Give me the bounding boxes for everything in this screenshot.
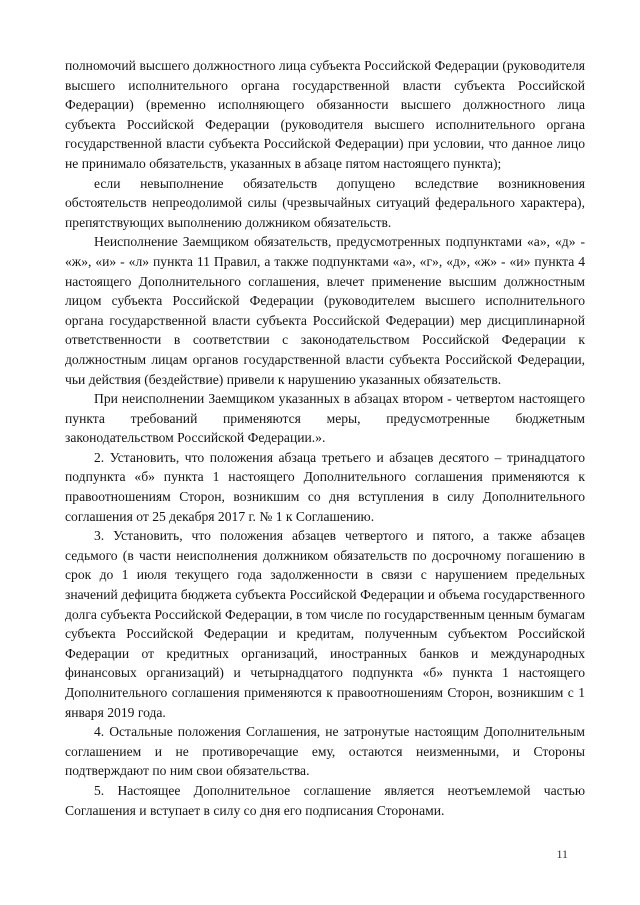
paragraph-item-4: 4. Остальные положения Соглашения, не затронутые настоящим Дополнительным соглашением и не противоречащие ему, остаются неизменными, и Стороны подтверждают по ним свои обязательства. (65, 724, 585, 779)
paragraph-budget-measures: При неисполнении Заемщиком указанных в абзацах втором - четвертом настоящего пункта требований применяются меры, предусмотренные бюджетным законодательством Российской Федерации.». (65, 391, 585, 446)
paragraph-item-3: 3. Установить, что положения абзацев четвертого и пятого, а также абзацев седьмого (в части неисполнения должником обязательств по досрочному погашению в срок до 1 июля текущего года задолженности в связи с нарушением предельных значений дефицита бюджета субъекта Российской Федерации и объема государственного долга субъекта Российской Федерации, в том числе по государственным ценным бумагам субъекта Российской Федерации и кредитам, полученным субъектом Российской Федерации от кредитных организаций, иностранных банков и международных финансовых организаций) и четырнадцатого подпункта «б» пункта 1 настоящего Дополнительного соглашения применяются к правоотношениям Сторон, возникшим с 1 января 2019 года. (65, 528, 585, 720)
page-number: 11 (556, 847, 568, 861)
body-text (65, 56, 585, 820)
paragraph-item-2: 2. Установить, что положения абзаца третьего и абзацев десятого – тринадцатого подпункта «б» пункта 1 настоящего Дополнительного соглашения применяются к правоотношениям Сторон, возникшим со дня вступления в силу Дополнительного соглашения от 25 декабря 2017 г. № 1 к Соглашению. (65, 449, 585, 524)
paragraph-continuation: полномочий высшего должностного лица субъекта Российской Федерации (руководителя высшего исполнительного органа государственной власти субъекта Российской Федерации) (временно исполняющего обязанности высшего должностного лица субъекта Российской Федерации (руководителя высшего исполнительного органа государственной власти субъекта Российской Федерации) при условии, что данное лицо не принимало обязательств, указанных в абзаце пятом настоящего пункта); (65, 58, 585, 171)
paragraph-non-fulfillment: Неисполнение Заемщиком обязательств, предусмотренных подпунктами «а», «д» - «ж», «и» - «л» пункта 11 Правил, а также подпунктами «а», «г», «д», «ж» - «и» пункта 4 настоящего Дополнительного соглашения, влечет применение высшим должностным лицом субъекта Российской Федерации (руководителем высшего исполнительного органа государственной власти субъекта Российской Федерации) мер дисциплинарной ответственности в соответствии с законодательством Российской Федерации к должностным лицам органов государственной власти субъекта Российской Федерации, чьи действия (бездействие) привели к нарушению указанных обязательств. (65, 234, 585, 387)
paragraph-force-majeure: если невыполнение обязательств допущено вследствие возникновения обстоятельств непреодолимой силы (чрезвычайных ситуаций федерального характера), препятствующих выполнению должником обязательств. (65, 175, 585, 230)
paragraph-item-5: 5. Настоящее Дополнительное соглашение является неотъемлемой частью Соглашения и вступает в силу со дня его подписания Сторонами. (65, 782, 585, 818)
